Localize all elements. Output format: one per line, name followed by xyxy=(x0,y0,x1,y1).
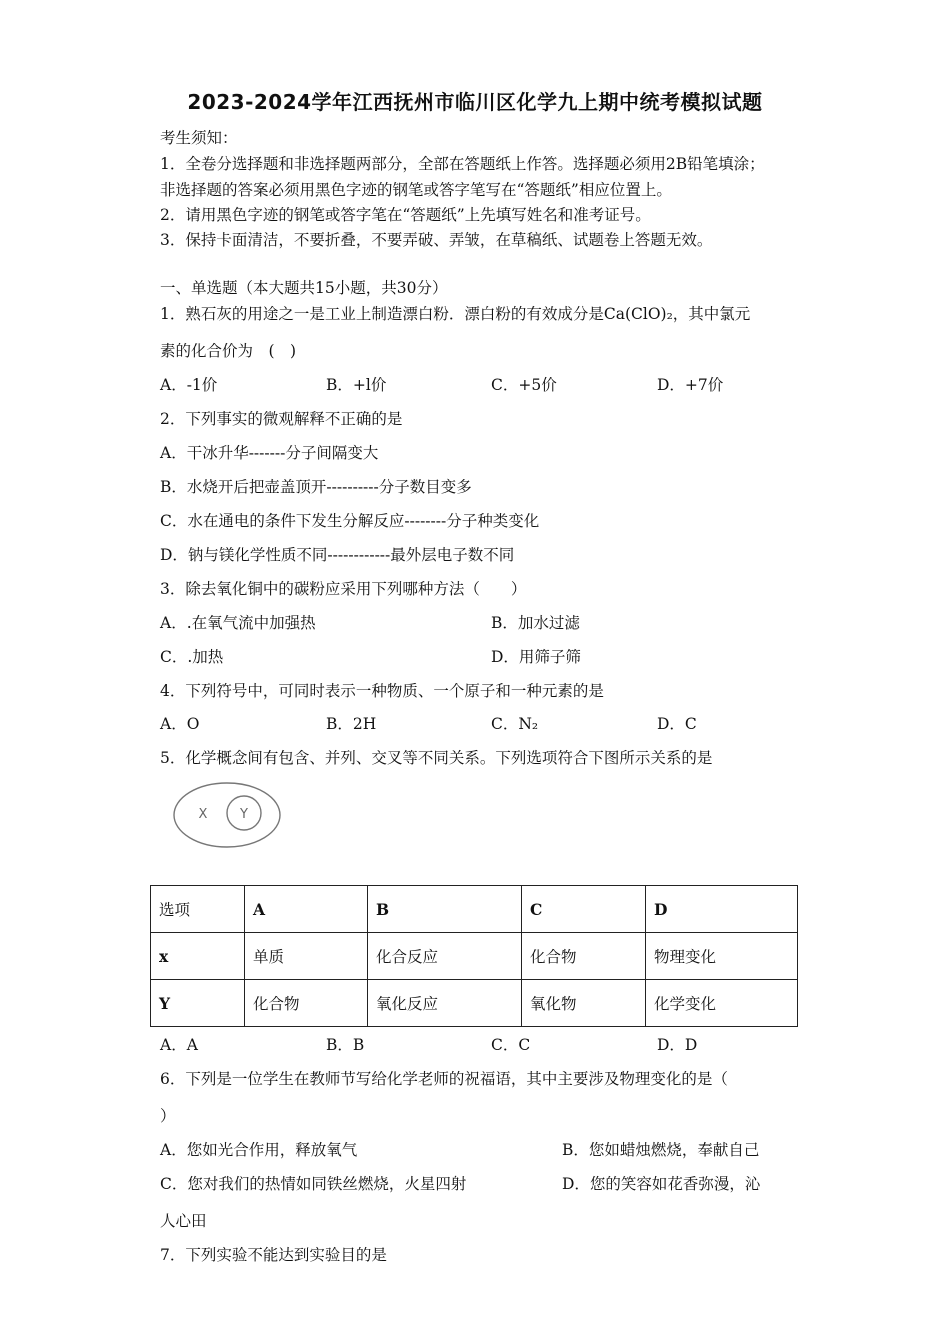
q6-stem-line-2: ） xyxy=(160,1107,176,1125)
table-cell: D xyxy=(646,886,798,933)
table-cell: 化学变化 xyxy=(646,980,798,1027)
q1-option-d: D．+7价 xyxy=(657,376,724,394)
q2-option-c: C．水在通电的条件下发生分解反应--------分子种类变化 xyxy=(160,512,540,530)
section-heading: 一、单选题（本大题共15小题，共30分） xyxy=(160,279,448,297)
q3-option-c: C．.加热 xyxy=(160,648,224,666)
q4-option-a: A．O xyxy=(160,715,200,733)
q4-option-b: B．2H xyxy=(326,715,377,733)
q1-stem-line-1: 1．熟石灰的用途之一是工业上制造漂白粉．漂白粉的有效成分是Ca(ClO)₂，其中氯元 xyxy=(160,305,751,323)
table-cell: 化合反应 xyxy=(368,933,522,980)
notice-heading: 考生须知： xyxy=(160,129,238,147)
q6-option-d: D．您的笑容如花香弥漫，沁 xyxy=(562,1175,761,1193)
q2-option-a: A．干冰升华-------分子间隔变大 xyxy=(160,444,379,462)
venn-diagram xyxy=(172,780,284,852)
q7-stem: 7．下列实验不能达到实验目的是 xyxy=(160,1246,387,1264)
notice-line-2: 非选择题的答案必须用黑色字迹的钢笔或答字笔写在“答题纸”相应位置上。 xyxy=(160,181,672,199)
notice-line-1: 1．全卷分选择题和非选择题两部分，全部在答题纸上作答。选择题必须用2B铅笔填涂； xyxy=(160,155,765,173)
table-cell: Y xyxy=(151,980,245,1027)
table-cell: 氧化物 xyxy=(522,980,646,1027)
page-title: 2023-2024学年江西抚州市临川区化学九上期中统考模拟试题 xyxy=(187,90,763,114)
notice-line-3: 2．请用黑色字迹的钢笔或答字笔在“答题纸”上先填写姓名和准考证号。 xyxy=(160,206,651,224)
q5-option-b: B．B xyxy=(326,1036,365,1054)
venn-label-x: X xyxy=(198,807,208,822)
venn-label-y: Y xyxy=(240,807,248,822)
notice-line-4: 3．保持卡面清洁，不要折叠，不要弄破、弄皱，在草稿纸、试题卷上答题无效。 xyxy=(160,231,713,249)
q6-option-b: B．您如蜡烛燃烧，奉献自己 xyxy=(562,1141,760,1159)
table-row xyxy=(151,886,798,933)
q3-option-a: A．.在氧气流中加强热 xyxy=(160,614,316,632)
q4-option-c: C．N₂ xyxy=(491,715,539,733)
table-cell: x xyxy=(151,933,245,980)
q6-option-c: C．您对我们的热情如同铁丝燃烧，火星四射 xyxy=(160,1175,467,1193)
q5-table xyxy=(150,885,798,1027)
table-cell: B xyxy=(368,886,522,933)
table-cell: 化合物 xyxy=(522,933,646,980)
q2-stem: 2．下列事实的微观解释不正确的是 xyxy=(160,410,403,428)
table-cell: 选项 xyxy=(151,886,245,933)
table-cell: A xyxy=(245,886,368,933)
q1-stem-line-2: 素的化合价为 ( ) xyxy=(160,342,297,360)
q4-stem: 4．下列符号中，可同时表示一种物质、一个原子和一种元素的是 xyxy=(160,682,604,700)
q1-option-a: A．-1价 xyxy=(160,376,218,394)
q5-option-a: A．A xyxy=(160,1036,198,1054)
table-cell: 化合物 xyxy=(245,980,368,1027)
q4-option-d: D．C xyxy=(657,715,697,733)
q1-option-b: B．+l价 xyxy=(326,376,387,394)
q6-option-d-continued: 人心田 xyxy=(160,1212,207,1230)
q3-option-b: B．加水过滤 xyxy=(491,614,580,632)
q3-stem: 3．除去氧化铜中的碳粉应采用下列哪种方法（ ） xyxy=(160,580,527,598)
q3-option-d: D．用筛子筛 xyxy=(491,648,581,666)
q5-option-d: D．D xyxy=(657,1036,698,1054)
table-cell: 氧化反应 xyxy=(368,980,522,1027)
q5-option-c: C．C xyxy=(491,1036,531,1054)
q6-stem-line-1: 6．下列是一位学生在教师节写给化学老师的祝福语，其中主要涉及物理变化的是（ xyxy=(160,1070,728,1088)
table-cell: C xyxy=(522,886,646,933)
table-cell: 物理变化 xyxy=(646,933,798,980)
q2-option-d: D．钠与镁化学性质不同------------最外层电子数不同 xyxy=(160,546,515,564)
q6-option-a: A．您如光合作用，释放氧气 xyxy=(160,1141,358,1159)
q5-stem: 5．化学概念间有包含、并列、交叉等不同关系。下列选项符合下图所示关系的是 xyxy=(160,749,713,767)
table-cell: 单质 xyxy=(245,933,368,980)
table-row xyxy=(151,980,798,1027)
q1-option-c: C．+5价 xyxy=(491,376,557,394)
table-row xyxy=(151,933,798,980)
q2-option-b: B．水烧开后把壶盖顶开----------分子数目变多 xyxy=(160,478,472,496)
